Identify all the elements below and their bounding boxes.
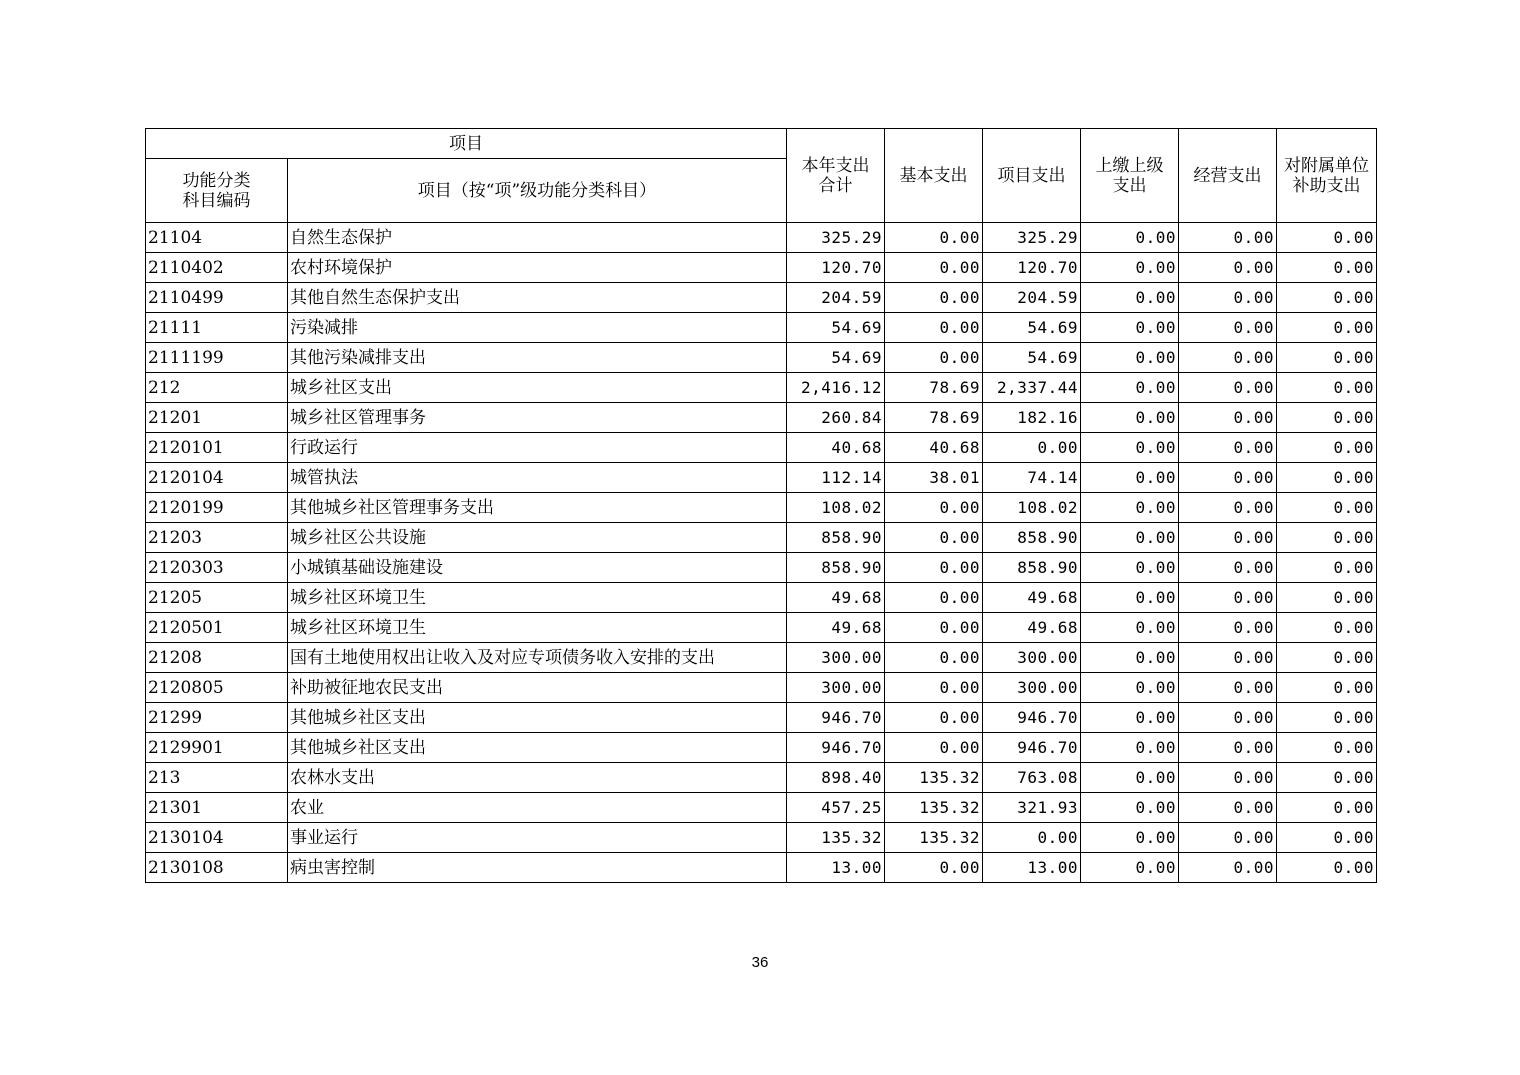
code-cell: 2120199 bbox=[146, 493, 288, 523]
code-cell: 213 bbox=[146, 763, 288, 793]
business-cell: 0.00 bbox=[1179, 853, 1277, 883]
upper-header-line2: 支出 bbox=[1112, 175, 1147, 196]
upper-cell: 0.00 bbox=[1081, 793, 1179, 823]
project-cell: 0.00 bbox=[983, 823, 1081, 853]
total-cell: 457.25 bbox=[787, 793, 885, 823]
basic-cell: 135.32 bbox=[885, 823, 983, 853]
project-cell: 49.68 bbox=[983, 583, 1081, 613]
business-cell: 0.00 bbox=[1179, 703, 1277, 733]
total-cell: 135.32 bbox=[787, 823, 885, 853]
subsidy-cell: 0.00 bbox=[1277, 493, 1377, 523]
table-row bbox=[146, 313, 1377, 343]
table-row bbox=[146, 793, 1377, 823]
project-cell: 120.70 bbox=[983, 253, 1081, 283]
item-name-cell: 其他污染减排支出 bbox=[288, 343, 787, 373]
basic-cell: 38.01 bbox=[885, 463, 983, 493]
table-row bbox=[146, 463, 1377, 493]
upper-column-header bbox=[1081, 129, 1179, 223]
project-cell: 946.70 bbox=[983, 703, 1081, 733]
total-cell: 2,416.12 bbox=[787, 373, 885, 403]
upper-cell: 0.00 bbox=[1081, 553, 1179, 583]
code-cell: 2110402 bbox=[146, 253, 288, 283]
project-cell: 108.02 bbox=[983, 493, 1081, 523]
table-row bbox=[146, 433, 1377, 463]
code-cell: 2120501 bbox=[146, 613, 288, 643]
upper-cell: 0.00 bbox=[1081, 493, 1179, 523]
table-row bbox=[146, 763, 1377, 793]
basic-cell: 0.00 bbox=[885, 673, 983, 703]
item-name-cell: 国有土地使用权出让收入及对应专项债务收入安排的支出 bbox=[288, 643, 787, 673]
table-row bbox=[146, 703, 1377, 733]
upper-cell: 0.00 bbox=[1081, 763, 1179, 793]
table-row bbox=[146, 613, 1377, 643]
business-cell: 0.00 bbox=[1179, 433, 1277, 463]
business-cell: 0.00 bbox=[1179, 373, 1277, 403]
subsidy-cell: 0.00 bbox=[1277, 643, 1377, 673]
code-cell: 21111 bbox=[146, 313, 288, 343]
total-cell: 946.70 bbox=[787, 733, 885, 763]
business-cell: 0.00 bbox=[1179, 523, 1277, 553]
basic-cell: 0.00 bbox=[885, 733, 983, 763]
business-cell: 0.00 bbox=[1179, 763, 1277, 793]
code-header-line1: 功能分类 bbox=[182, 170, 251, 191]
code-cell: 2110499 bbox=[146, 283, 288, 313]
table-row bbox=[146, 343, 1377, 373]
item-name-cell: 城乡社区管理事务 bbox=[288, 403, 787, 433]
business-cell: 0.00 bbox=[1179, 253, 1277, 283]
total-cell: 54.69 bbox=[787, 313, 885, 343]
subsidy-cell: 0.00 bbox=[1277, 403, 1377, 433]
table-header bbox=[146, 129, 1377, 223]
item-name-cell: 城管执法 bbox=[288, 463, 787, 493]
subsidy-cell: 0.00 bbox=[1277, 583, 1377, 613]
item-name-cell: 城乡社区支出 bbox=[288, 373, 787, 403]
code-column-header bbox=[146, 159, 288, 223]
basic-cell: 0.00 bbox=[885, 583, 983, 613]
basic-cell: 78.69 bbox=[885, 373, 983, 403]
business-cell: 0.00 bbox=[1179, 733, 1277, 763]
item-name-cell: 自然生态保护 bbox=[288, 223, 787, 253]
table-row bbox=[146, 643, 1377, 673]
basic-cell: 135.32 bbox=[885, 793, 983, 823]
total-header-line2: 合计 bbox=[818, 175, 853, 196]
project-column-header: 项目支出 bbox=[983, 129, 1081, 223]
basic-cell: 78.69 bbox=[885, 403, 983, 433]
business-cell: 0.00 bbox=[1179, 673, 1277, 703]
subsidy-cell: 0.00 bbox=[1277, 763, 1377, 793]
upper-cell: 0.00 bbox=[1081, 523, 1179, 553]
subsidy-cell: 0.00 bbox=[1277, 823, 1377, 853]
code-cell: 2130108 bbox=[146, 853, 288, 883]
business-cell: 0.00 bbox=[1179, 583, 1277, 613]
upper-cell: 0.00 bbox=[1081, 343, 1179, 373]
upper-cell: 0.00 bbox=[1081, 673, 1179, 703]
basic-cell: 0.00 bbox=[885, 313, 983, 343]
basic-cell: 0.00 bbox=[885, 223, 983, 253]
project-cell: 321.93 bbox=[983, 793, 1081, 823]
table-row bbox=[146, 223, 1377, 253]
code-cell: 21208 bbox=[146, 643, 288, 673]
upper-cell: 0.00 bbox=[1081, 823, 1179, 853]
project-cell: 300.00 bbox=[983, 673, 1081, 703]
subsidy-cell: 0.00 bbox=[1277, 523, 1377, 553]
table-row bbox=[146, 523, 1377, 553]
code-cell: 21299 bbox=[146, 703, 288, 733]
table-row bbox=[146, 583, 1377, 613]
subsidy-header-line2: 补助支出 bbox=[1292, 175, 1361, 196]
code-cell: 2120303 bbox=[146, 553, 288, 583]
project-cell: 182.16 bbox=[983, 403, 1081, 433]
project-cell: 946.70 bbox=[983, 733, 1081, 763]
business-column-header: 经营支出 bbox=[1179, 129, 1277, 223]
item-name-cell: 污染减排 bbox=[288, 313, 787, 343]
code-cell: 21301 bbox=[146, 793, 288, 823]
total-cell: 112.14 bbox=[787, 463, 885, 493]
project-cell: 54.69 bbox=[983, 313, 1081, 343]
subsidy-cell: 0.00 bbox=[1277, 343, 1377, 373]
upper-cell: 0.00 bbox=[1081, 223, 1179, 253]
item-name-cell: 行政运行 bbox=[288, 433, 787, 463]
table-row bbox=[146, 253, 1377, 283]
code-cell: 2130104 bbox=[146, 823, 288, 853]
page-number: 36 bbox=[751, 954, 769, 971]
table-row bbox=[146, 553, 1377, 583]
item-name-cell: 其他自然生态保护支出 bbox=[288, 283, 787, 313]
basic-cell: 0.00 bbox=[885, 643, 983, 673]
total-cell: 204.59 bbox=[787, 283, 885, 313]
project-cell: 2,337.44 bbox=[983, 373, 1081, 403]
project-cell: 74.14 bbox=[983, 463, 1081, 493]
item-name-cell: 事业运行 bbox=[288, 823, 787, 853]
total-cell: 946.70 bbox=[787, 703, 885, 733]
upper-cell: 0.00 bbox=[1081, 613, 1179, 643]
business-cell: 0.00 bbox=[1179, 643, 1277, 673]
item-name-cell: 补助被征地农民支出 bbox=[288, 673, 787, 703]
subsidy-cell: 0.00 bbox=[1277, 703, 1377, 733]
basic-cell: 0.00 bbox=[885, 343, 983, 373]
table-row bbox=[146, 493, 1377, 523]
item-name-cell: 城乡社区环境卫生 bbox=[288, 583, 787, 613]
subsidy-cell: 0.00 bbox=[1277, 673, 1377, 703]
upper-cell: 0.00 bbox=[1081, 433, 1179, 463]
subsidy-cell: 0.00 bbox=[1277, 373, 1377, 403]
project-cell: 858.90 bbox=[983, 523, 1081, 553]
table-row bbox=[146, 823, 1377, 853]
table-body bbox=[146, 223, 1377, 883]
upper-cell: 0.00 bbox=[1081, 283, 1179, 313]
upper-cell: 0.00 bbox=[1081, 253, 1179, 283]
business-cell: 0.00 bbox=[1179, 493, 1277, 523]
upper-cell: 0.00 bbox=[1081, 403, 1179, 433]
subsidy-cell: 0.00 bbox=[1277, 553, 1377, 583]
upper-cell: 0.00 bbox=[1081, 643, 1179, 673]
total-column-header bbox=[787, 129, 885, 223]
basic-cell: 0.00 bbox=[885, 253, 983, 283]
upper-header-line1: 上缴上级 bbox=[1095, 155, 1164, 176]
business-cell: 0.00 bbox=[1179, 793, 1277, 823]
business-cell: 0.00 bbox=[1179, 613, 1277, 643]
subsidy-cell: 0.00 bbox=[1277, 253, 1377, 283]
subsidy-cell: 0.00 bbox=[1277, 313, 1377, 343]
project-cell: 763.08 bbox=[983, 763, 1081, 793]
basic-cell: 0.00 bbox=[885, 703, 983, 733]
item-name-cell: 其他城乡社区支出 bbox=[288, 703, 787, 733]
project-cell: 300.00 bbox=[983, 643, 1081, 673]
total-cell: 49.68 bbox=[787, 583, 885, 613]
item-group-header: 项目 bbox=[146, 129, 787, 159]
basic-cell: 0.00 bbox=[885, 853, 983, 883]
code-cell: 21201 bbox=[146, 403, 288, 433]
total-cell: 40.68 bbox=[787, 433, 885, 463]
basic-cell: 0.00 bbox=[885, 553, 983, 583]
total-cell: 325.29 bbox=[787, 223, 885, 253]
table-row bbox=[146, 733, 1377, 763]
basic-cell: 135.32 bbox=[885, 763, 983, 793]
code-cell: 2129901 bbox=[146, 733, 288, 763]
code-cell: 21203 bbox=[146, 523, 288, 553]
item-name-cell: 城乡社区公共设施 bbox=[288, 523, 787, 553]
expenditure-table bbox=[145, 128, 1377, 883]
total-cell: 858.90 bbox=[787, 553, 885, 583]
total-cell: 260.84 bbox=[787, 403, 885, 433]
project-cell: 858.90 bbox=[983, 553, 1081, 583]
upper-cell: 0.00 bbox=[1081, 583, 1179, 613]
subsidy-cell: 0.00 bbox=[1277, 433, 1377, 463]
code-cell: 2111199 bbox=[146, 343, 288, 373]
total-cell: 13.00 bbox=[787, 853, 885, 883]
code-cell: 212 bbox=[146, 373, 288, 403]
subsidy-cell: 0.00 bbox=[1277, 223, 1377, 253]
project-cell: 204.59 bbox=[983, 283, 1081, 313]
subsidy-cell: 0.00 bbox=[1277, 853, 1377, 883]
code-cell: 2120805 bbox=[146, 673, 288, 703]
table-row bbox=[146, 283, 1377, 313]
project-cell: 54.69 bbox=[983, 343, 1081, 373]
basic-column-header: 基本支出 bbox=[885, 129, 983, 223]
basic-cell: 0.00 bbox=[885, 493, 983, 523]
name-column-header: 项目（按“项”级功能分类科目） bbox=[288, 159, 787, 223]
business-cell: 0.00 bbox=[1179, 343, 1277, 373]
project-cell: 325.29 bbox=[983, 223, 1081, 253]
item-name-cell: 农村环境保护 bbox=[288, 253, 787, 283]
business-cell: 0.00 bbox=[1179, 283, 1277, 313]
code-cell: 21205 bbox=[146, 583, 288, 613]
code-header-line2: 科目编码 bbox=[182, 190, 251, 211]
total-cell: 108.02 bbox=[787, 493, 885, 523]
item-name-cell: 其他城乡社区支出 bbox=[288, 733, 787, 763]
item-name-cell: 农林水支出 bbox=[288, 763, 787, 793]
basic-cell: 0.00 bbox=[885, 283, 983, 313]
business-cell: 0.00 bbox=[1179, 403, 1277, 433]
item-name-cell: 农业 bbox=[288, 793, 787, 823]
upper-cell: 0.00 bbox=[1081, 313, 1179, 343]
business-cell: 0.00 bbox=[1179, 823, 1277, 853]
subsidy-cell: 0.00 bbox=[1277, 613, 1377, 643]
total-cell: 120.70 bbox=[787, 253, 885, 283]
table-row bbox=[146, 673, 1377, 703]
table-row bbox=[146, 403, 1377, 433]
total-cell: 898.40 bbox=[787, 763, 885, 793]
upper-cell: 0.00 bbox=[1081, 853, 1179, 883]
item-name-cell: 城乡社区环境卫生 bbox=[288, 613, 787, 643]
subsidy-column-header bbox=[1277, 129, 1377, 223]
item-name-cell: 其他城乡社区管理事务支出 bbox=[288, 493, 787, 523]
total-cell: 858.90 bbox=[787, 523, 885, 553]
code-cell: 2120101 bbox=[146, 433, 288, 463]
business-cell: 0.00 bbox=[1179, 463, 1277, 493]
upper-cell: 0.00 bbox=[1081, 733, 1179, 763]
subsidy-header-line1: 对附属单位 bbox=[1284, 155, 1369, 176]
project-cell: 13.00 bbox=[983, 853, 1081, 883]
subsidy-cell: 0.00 bbox=[1277, 793, 1377, 823]
table-row bbox=[146, 853, 1377, 883]
project-cell: 49.68 bbox=[983, 613, 1081, 643]
item-name-cell: 病虫害控制 bbox=[288, 853, 787, 883]
total-cell: 300.00 bbox=[787, 643, 885, 673]
upper-cell: 0.00 bbox=[1081, 373, 1179, 403]
subsidy-cell: 0.00 bbox=[1277, 463, 1377, 493]
basic-cell: 0.00 bbox=[885, 523, 983, 553]
project-cell: 0.00 bbox=[983, 433, 1081, 463]
subsidy-cell: 0.00 bbox=[1277, 283, 1377, 313]
basic-cell: 40.68 bbox=[885, 433, 983, 463]
table-row bbox=[146, 373, 1377, 403]
code-cell: 2120104 bbox=[146, 463, 288, 493]
total-cell: 300.00 bbox=[787, 673, 885, 703]
code-cell: 21104 bbox=[146, 223, 288, 253]
upper-cell: 0.00 bbox=[1081, 463, 1179, 493]
total-cell: 54.69 bbox=[787, 343, 885, 373]
item-name-cell: 小城镇基础设施建设 bbox=[288, 553, 787, 583]
total-cell: 49.68 bbox=[787, 613, 885, 643]
subsidy-cell: 0.00 bbox=[1277, 733, 1377, 763]
upper-cell: 0.00 bbox=[1081, 703, 1179, 733]
business-cell: 0.00 bbox=[1179, 223, 1277, 253]
business-cell: 0.00 bbox=[1179, 553, 1277, 583]
total-header-line1: 本年支出 bbox=[801, 155, 870, 176]
basic-cell: 0.00 bbox=[885, 613, 983, 643]
business-cell: 0.00 bbox=[1179, 313, 1277, 343]
